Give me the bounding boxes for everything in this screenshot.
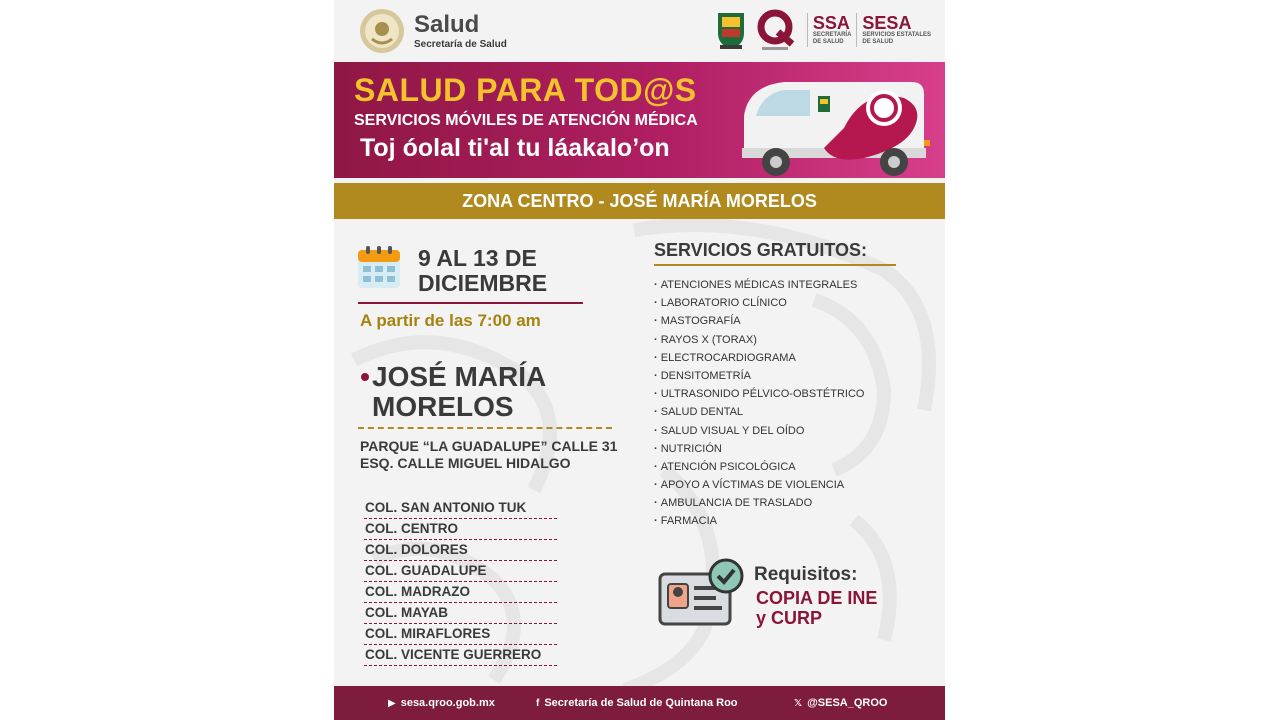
footer-website[interactable] <box>388 697 495 709</box>
calendar-icon <box>356 244 402 290</box>
dates-line1: 9 AL 13 DE <box>418 245 537 271</box>
footer-bar <box>334 686 945 720</box>
colony-item: COL. MAYAB <box>364 603 557 624</box>
service-item: · ULTRASONIDO PÉLVICO-OBSTÉTRICO <box>654 385 864 403</box>
ambulance-van-icon <box>734 68 934 178</box>
facebook-icon: f <box>536 697 540 709</box>
ssa-code: SSA <box>812 13 850 33</box>
ssa-logo <box>813 14 852 46</box>
service-item: · SALUD VISUAL Y DEL OÍDO <box>654 422 864 440</box>
dates-line2: DICIEMBRE <box>418 270 548 296</box>
address-line1: PARQUE “LA GUADALUPE” CALLE 31 <box>360 438 618 454</box>
requirements-title: Requisitos: <box>754 564 858 585</box>
separator <box>856 13 857 47</box>
location-line1: JOSÉ MARÍA <box>372 361 547 392</box>
sesa-name-line1: SERVICIOS ESTATALES <box>862 32 931 38</box>
service-item: · APOYO A VÍCTIMAS DE VIOLENCIA <box>654 476 864 494</box>
service-item: · RAYOS X (TORAX) <box>654 331 864 349</box>
location-name <box>372 362 546 422</box>
location-line2: MORELOS <box>372 391 514 422</box>
quintana-roo-shield-icon <box>716 9 746 51</box>
services-title: SERVICIOS GRATUITOS: <box>654 240 868 260</box>
banner-title: SALUD PARA TOD@S <box>354 72 697 108</box>
title-banner <box>334 62 945 178</box>
colony-item: COL. SAN ANTONIO TUK <box>364 498 557 519</box>
bullet-icon <box>361 373 369 381</box>
mexico-seal-icon <box>358 7 406 55</box>
services-list <box>654 276 864 531</box>
service-item: · DENSITOMETRÍA <box>654 367 864 385</box>
event-address <box>360 438 617 472</box>
service-item: · MASTOGRAFÍA <box>654 312 864 330</box>
footer-facebook[interactable] <box>536 697 738 709</box>
service-item: · NUTRICIÓN <box>654 440 864 458</box>
service-item: · FARMACIA <box>654 512 864 530</box>
address-line2: ESQ. CALLE MIGUEL HIDALGO <box>360 455 571 471</box>
divider <box>358 427 612 429</box>
ssa-name-line2: DE SALUD <box>812 39 844 45</box>
banner-maya-text: Toj óolal ti'al tu láakalo’on <box>360 134 670 162</box>
id-card-check-icon <box>656 556 746 630</box>
requirements-line1: COPIA DE INE <box>756 588 878 608</box>
service-item: · ATENCIONES MÉDICAS INTEGRALES <box>654 276 864 294</box>
service-item: · ELECTROCARDIOGRAMA <box>654 349 864 367</box>
separator <box>807 13 808 47</box>
colony-item: COL. GUADALUPE <box>364 561 557 582</box>
x-link[interactable]: @SESA_QROO <box>807 697 888 709</box>
play-arrow-icon: ▶ <box>388 697 396 709</box>
event-dates <box>418 246 547 296</box>
salud-government-logo <box>358 7 507 55</box>
facebook-link[interactable]: Secretaría de Salud de Quintana Roo <box>544 697 738 709</box>
gov-subtitle: Secretaría de Salud <box>414 38 507 50</box>
zone-bar: ZONA CENTRO - JOSÉ MARÍA MORELOS <box>334 183 945 219</box>
requirements-line2: y CURP <box>756 608 823 628</box>
requirements-text <box>756 588 877 628</box>
colony-item: COL. MADRAZO <box>364 582 557 603</box>
ssa-name-line1: SECRETARÍA <box>812 32 852 38</box>
sesa-logo <box>862 14 931 46</box>
sesa-code: SESA <box>862 13 912 33</box>
banner-subtitle: SERVICIOS MÓVILES DE ATENCIÓN MÉDICA <box>354 112 698 129</box>
service-item: · AMBULANCIA DE TRASLADO <box>654 494 864 512</box>
website-link[interactable]: sesa.qroo.gob.mx <box>400 697 495 709</box>
partner-logos <box>716 8 931 52</box>
service-item: · LABORATORIO CLÍNICO <box>654 294 864 312</box>
divider <box>654 264 896 266</box>
colonies-list <box>364 498 557 666</box>
colony-item: COL. CENTRO <box>364 519 557 540</box>
divider <box>358 302 583 304</box>
service-item: · SALUD DENTAL <box>654 403 864 421</box>
footer-x[interactable] <box>794 697 887 709</box>
colony-item: COL. VICENTE GUERRERO <box>364 645 557 666</box>
colony-item: COL. DOLORES <box>364 540 557 561</box>
health-poster <box>334 0 945 720</box>
sesa-name-line2: DE SALUD <box>862 39 894 45</box>
event-time: A partir de las 7:00 am <box>360 311 541 330</box>
gov-name: Salud <box>414 10 480 38</box>
colony-item: COL. MIRAFLORES <box>364 624 557 645</box>
x-icon: 𝕏 <box>794 697 803 709</box>
service-item: · ATENCIÓN PSICOLÓGICA <box>654 458 864 476</box>
q-logo-icon <box>754 8 796 52</box>
